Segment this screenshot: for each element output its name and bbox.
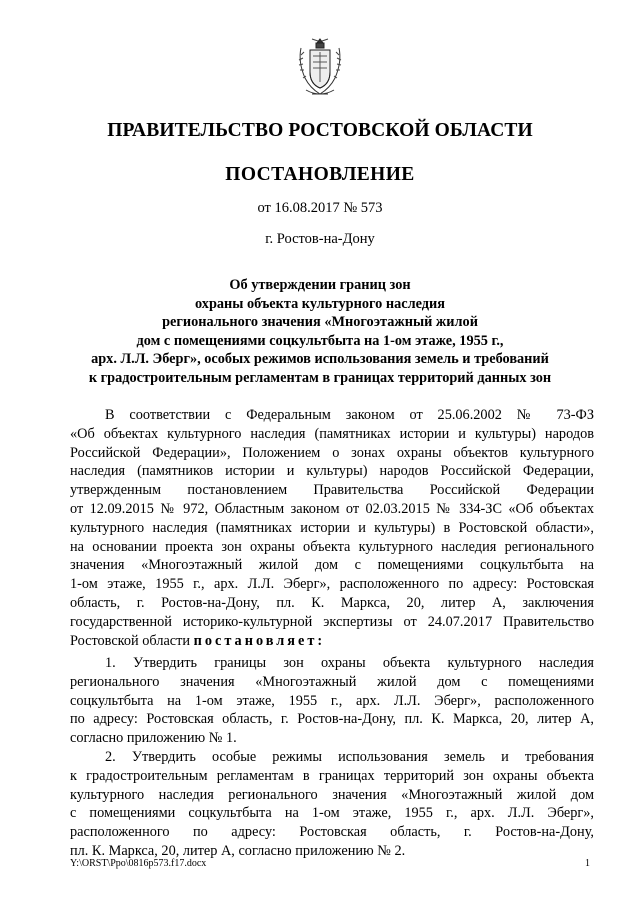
text-line: по адресу: Ростовская область, г. Ростов-на-Дону, пл. К. Маркса, 20, литер А, <box>70 711 594 728</box>
document-city: г. Ростов-на-Дону <box>265 231 375 247</box>
text-line: согласно приложению № 1. <box>70 730 237 747</box>
text-line: утвержденным постановлением Правительства Российской Федерации <box>70 482 594 499</box>
document-date-number: от 16.08.2017 № 573 <box>257 200 383 216</box>
decree-word: постановляет: <box>193 632 326 649</box>
text-line: пл. К. Маркса, 20, литер А, согласно приложению № 2. <box>70 842 406 859</box>
text-line: к градостроительным регламентам в границах территорий зон охраны объекта <box>70 767 594 784</box>
title-line: к градостроительным регламентам в границах территорий данных зон <box>88 369 552 386</box>
text-line: 1-ом этаже, 1955 г., арх. Л.Л. Эберг», расположенного по адресу: Ростовская <box>70 576 594 593</box>
text-line: культурного наследия регионального значения «Многоэтажный жилой дом <box>70 786 594 803</box>
text-line: на основании проекта зон охраны объекта культурного наследия регионального <box>70 538 594 555</box>
text-line: культурного наследия (памятниках истории и культуры) в Ростовской области», <box>70 519 594 536</box>
text-line: В соответствии с Федеральным законом от 25.06.2002 № 73-ФЗ <box>105 407 594 423</box>
organization-name: ПРАВИТЕЛЬСТВО РОСТОВСКОЙ ОБЛАСТИ <box>107 120 533 141</box>
text-line: расположенного по адресу: Ростовская область, г. Ростов-на-Дону, <box>70 824 594 841</box>
text-line: соцкультбыта на 1-ом этаже, 1955 г., арх. Л.Л. Эберг», расположенного <box>70 692 594 709</box>
text-line: «Об объектах культурного наследия (памятниках истории и культуры) народов <box>70 425 594 442</box>
title-line: дом с помещениями соцкультбыта на 1-ом этаже, 1955 г., <box>136 332 504 349</box>
text-line: значения «Многоэтажный жилой дом с помещениями соцкультбыта на <box>70 557 594 574</box>
title-line: арх. Л.Л. Эберг», особых режимов использования земель и требований <box>91 351 549 367</box>
title-line: регионального значения «Многоэтажный жилой <box>162 314 478 330</box>
document-type: ПОСТАНОВЛЕНИЕ <box>225 164 415 185</box>
text-line: область, г. Ростов-на-Дону, пл. К. Маркса, 20, литер А, заключения <box>70 594 594 611</box>
item-2-paragraph <box>70 748 594 861</box>
preamble-paragraph <box>70 406 594 650</box>
file-path: Y:\ORST\Ppo\0816p573.f17.docx <box>70 858 207 869</box>
item-1-paragraph <box>70 654 594 748</box>
text-fragment: Ростовской области <box>70 632 194 649</box>
coat-of-arms-icon <box>296 36 344 100</box>
document-title <box>60 276 580 387</box>
text-line: Российской Федерации», Положением о зонах охраны объектов культурного <box>70 444 594 461</box>
text-line: 1. Утвердить границы зон охраны объекта культурного наследия <box>105 655 594 671</box>
text-line <box>70 632 594 651</box>
text-line: от 12.09.2015 № 972, Областным законом от 02.03.2015 № 334-ЗС «Об объектах <box>70 500 594 517</box>
text-line: наследия (памятников истории и культуры) народов Российской Федерации, <box>70 463 594 480</box>
text-line: 2. Утвердить особые режимы использования земель и требования <box>105 749 594 765</box>
text-line: регионального значения «Многоэтажный жилой дом с помещениями <box>70 673 594 690</box>
page-number: 1 <box>585 858 590 869</box>
title-line: Об утверждении границ зон <box>229 277 411 293</box>
title-line: охраны объекта культурного наследия <box>195 295 445 312</box>
text-line: с помещениями соцкультбыта на 1-ом этаже, 1955 г., арх. Л.Л. Эберг», <box>70 805 594 822</box>
text-line: государственной историко-культурной экспертизы от 24.07.2017 Правительство <box>70 613 594 630</box>
